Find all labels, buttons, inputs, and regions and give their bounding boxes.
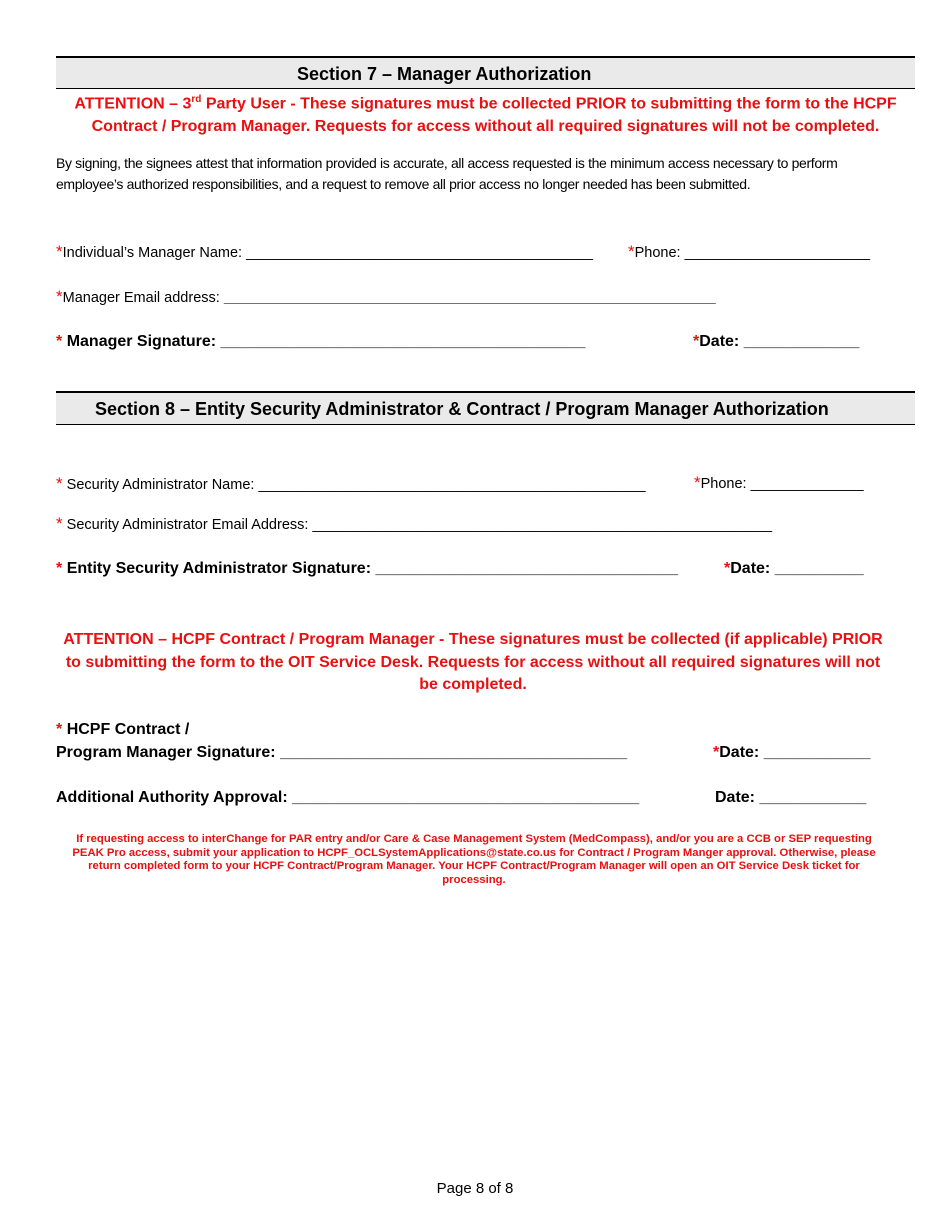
hcpf-label-line1: * HCPF Contract / [56, 721, 190, 738]
additional-date-line[interactable]: ____________ [759, 789, 867, 806]
attestation-paragraph: By signing, the signees attest that information provided is accurate, all access requested is the minimum access necessary to perform employee’s authorized responsibilities, and a request to remove all prior access no longer needed has been submitted. [56, 155, 838, 192]
section-8-title: Section 8 – Entity Security Administrator & Contract / Program Manager Authorization [95, 399, 829, 419]
hcpf-date-line[interactable]: ____________ [763, 744, 871, 761]
section-8-header [56, 391, 915, 425]
esa-signature-line[interactable]: __________________________________ [375, 560, 679, 577]
additional-authority-field[interactable]: Additional Authority Approval: _______________________________________ [56, 789, 640, 806]
section-7-header [56, 56, 915, 89]
manager-date-field[interactable]: *Date: _____________ [693, 333, 860, 350]
manager-name-line[interactable]: ___________________________________________ [246, 245, 593, 261]
manager-signature-field[interactable]: * Manager Signature: _________________________________________ [56, 333, 586, 350]
additional-authority-line[interactable]: _______________________________________ [292, 789, 640, 806]
hcpf-signature-line[interactable]: _______________________________________ [280, 744, 628, 761]
security-admin-email-line[interactable]: _________________________________________________________ [312, 517, 773, 533]
manager-email-field[interactable]: *Manager Email address: _____________________________________________________________ [56, 287, 716, 306]
manager-phone-field[interactable]: *Phone: _______________________ [628, 242, 871, 261]
esa-date-line[interactable]: __________ [774, 560, 864, 577]
esa-date-field[interactable]: *Date: __________ [724, 560, 864, 577]
submission-instructions-note: If requesting access to interChange for PAR entry and/or Care & Case Management System (MedCompass), and/or you are a CCB or SEP requesting PEAK Pro access, submit your application to HCPF_OCLSystemApplications@state.co.us for Contract / Program Manger approval. Otherwise, please return completed form to your HCPF Contract/Program Manager. Your HCPF Contract/Program Manager will open an OIT Service Desk ticket for processing. [72, 833, 876, 886]
security-admin-phone-line[interactable]: ______________ [750, 476, 864, 492]
section-7-title: Section 7 – Manager Authorization [297, 64, 592, 84]
security-admin-email-field[interactable]: * Security Administrator Email Address: _________________________________________________________ [56, 514, 773, 533]
manager-email-line[interactable]: _____________________________________________________________ [223, 290, 716, 306]
security-admin-name-field[interactable]: * Security Administrator Name: ________________________________________________ [56, 474, 646, 493]
manager-date-line[interactable]: _____________ [743, 333, 860, 350]
hcpf-date-field[interactable]: *Date: ____________ [713, 744, 871, 761]
esa-signature-field[interactable]: * Entity Security Administrator Signature: __________________________________ [56, 560, 679, 577]
security-admin-name-line[interactable]: ________________________________________________ [258, 477, 646, 493]
manager-signature-line[interactable]: _________________________________________ [220, 333, 586, 350]
additional-date-field[interactable]: Date: ____________ [715, 789, 867, 806]
manager-name-field[interactable]: *Individual’s Manager Name: ___________________________________________ [56, 242, 593, 261]
attention-notice-hcpf: ATTENTION – HCPF Contract / Program Manager - These signatures must be collected (if applicable) PRIOR to submitting the form to the OIT Service Desk. Requests for access without all required signatures will not be completed. [63, 631, 883, 693]
page-number: Page 8 of 8 [436, 1180, 514, 1197]
security-admin-phone-field[interactable]: *Phone: ______________ [694, 473, 864, 492]
hcpf-signature-field[interactable]: Program Manager Signature: _______________________________________ [56, 744, 628, 761]
attention-notice-third-party: ATTENTION – 3rd Party User - These signatures must be collected PRIOR to submitting the form to the HCPF Contract / Program Manager. Requests for access without all required signatures will not be completed. [74, 94, 897, 135]
manager-phone-line[interactable]: _______________________ [684, 245, 871, 261]
